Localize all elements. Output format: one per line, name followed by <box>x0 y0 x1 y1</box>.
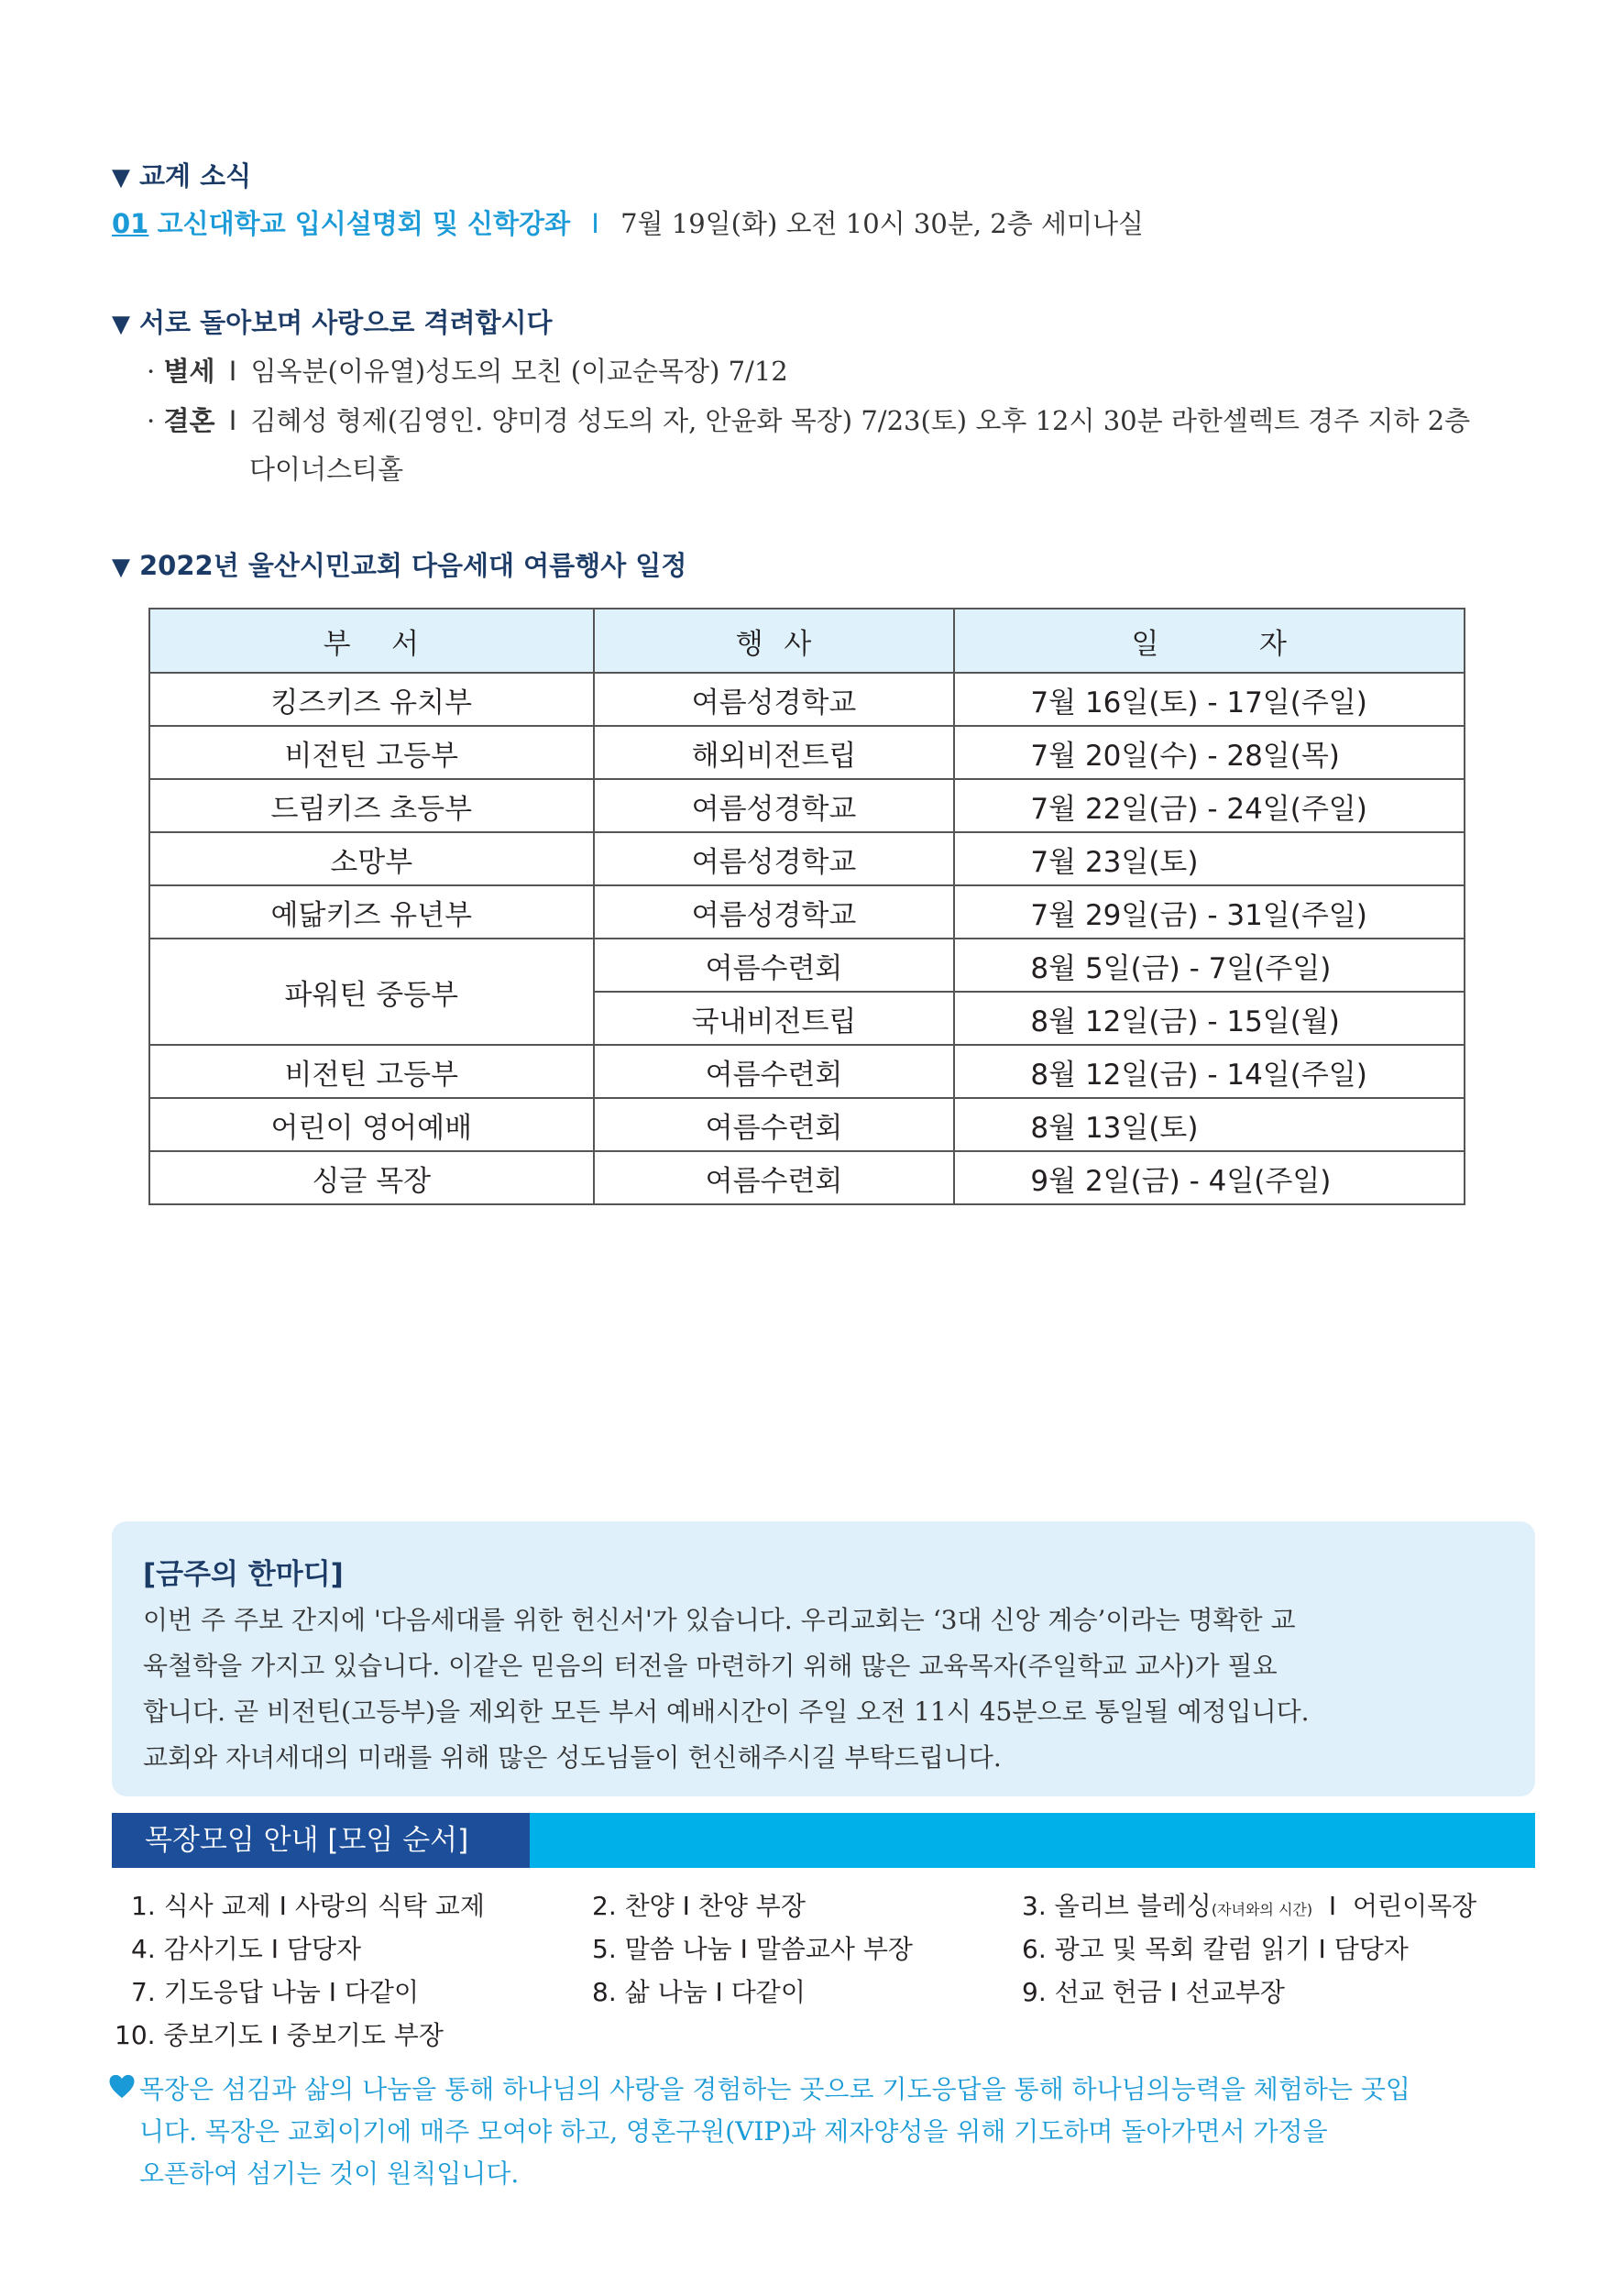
order-item: 2. 찬양 I 찬양 부장 <box>592 1891 806 1921</box>
family-news-item: · 결혼 I 김혜성 형제(김영인. 양미경 성도의 자, 안윤화 목장) 7/23(토) 오후 12시 30분 라한셀렉트 경주 지하 2층 <box>147 405 1471 436</box>
weekly-message-line: 육철학을 가지고 있습니다. 이같은 믿음의 터전을 마련하기 위해 많은 교육목자(주일학교 교사)가 필요 <box>143 1651 1278 1681</box>
cell-dept: 비전틴 고등부 <box>149 726 594 779</box>
section-heading-church-news: ▼ 교계 소식 <box>112 160 252 192</box>
item-text: 김혜성 형제(김영인. 양미경 성도의 자, 안윤화 목장) 7/23(토) 오후 12시 30분 라한셀렉트 경주 지하 2층 <box>250 405 1471 436</box>
cell-dept: 소망부 <box>149 832 594 885</box>
order-item: 4. 감사기도 I 담당자 <box>131 1934 362 1964</box>
cell-date: 8월 13일(토) <box>954 1098 1465 1151</box>
cell-group-banner <box>112 1813 1535 1868</box>
table-row <box>149 1045 1465 1098</box>
cell-group-note-line: 니다. 목장은 교회이기에 매주 모여야 하고, 영혼구원(VIP)과 제자양성을 위해 기도하며 돌아가면서 가정을 <box>139 2116 1328 2147</box>
cell-dept: 싱글 목장 <box>149 1151 594 1204</box>
table-row <box>149 832 1465 885</box>
cell-event: 국내비전트립 <box>594 992 955 1045</box>
cell-event: 여름수련회 <box>594 1045 955 1098</box>
news-item <box>112 203 1144 241</box>
triangle-down-icon: ▼ <box>112 164 130 192</box>
column-header-event: 행 사 <box>594 609 955 673</box>
weekly-message-title: [금주의 한마디] <box>143 1558 344 1591</box>
cell-date: 7월 22일(금) - 24일(주일) <box>954 779 1465 832</box>
weekly-message-box <box>112 1521 1535 1796</box>
cell-event: 여름수련회 <box>594 1098 955 1151</box>
table-row <box>149 885 1465 939</box>
cell-event: 여름수련회 <box>594 1151 955 1204</box>
table-row <box>149 939 1465 992</box>
order-item: 1. 식사 교제 I 사랑의 식탁 교제 <box>131 1891 485 1921</box>
cell-date: 7월 23일(토) <box>954 832 1465 885</box>
cell-dept: 파워틴 중등부 <box>149 939 594 1045</box>
order-item: 8. 삶 나눔 I 다같이 <box>592 1977 806 2007</box>
cell-event: 여름성경학교 <box>594 673 955 726</box>
section-heading-summer-schedule: ▼ 2022년 울산시민교회 다음세대 여름행사 일정 <box>112 550 687 581</box>
cell-date: 8월 5일(금) - 7일(주일) <box>954 939 1465 992</box>
cell-date: 7월 16일(토) - 17일(주일) <box>954 673 1465 726</box>
order-item: 10. 중보기도 I 중보기도 부장 <box>115 2020 444 2050</box>
cell-event: 여름성경학교 <box>594 779 955 832</box>
summer-schedule-table <box>148 608 1465 1205</box>
weekly-message-line: 교회와 자녀세대의 미래를 위해 많은 성도님들이 헌신해주시길 부탁드립니다. <box>143 1742 1002 1773</box>
cell-date: 7월 20일(수) - 28일(목) <box>954 726 1465 779</box>
cell-event: 여름성경학교 <box>594 832 955 885</box>
item-text-continued: 다이너스티홀 <box>249 454 404 485</box>
cell-group-note-line: 목장은 섬김과 삶의 나눔을 통해 하나님의 사랑을 경험하는 곳으로 기도응답을 통해 하나님의능력을 체험하는 곳입 <box>139 2074 1410 2104</box>
section-heading-encourage: ▼ 서로 돌아보며 사랑으로 격려합시다 <box>112 307 553 338</box>
weekly-message-line: 합니다. 곧 비전틴(고등부)을 제외한 모든 부서 예배시간이 주일 오전 11시 45분으로 통일될 예정입니다. <box>143 1697 1310 1727</box>
table-header-row <box>149 609 1465 673</box>
cell-dept: 예닮키즈 유년부 <box>149 885 594 939</box>
cell-date: 9월 2일(금) - 4일(주일) <box>954 1151 1465 1204</box>
order-item: 6. 광고 및 목회 칼럼 읽기 I 담당자 <box>1022 1934 1409 1964</box>
news-item-detail: 7월 19일(화) 오전 10시 30분, 2층 세미나실 <box>620 208 1145 239</box>
table-row <box>149 1098 1465 1151</box>
item-text: 임옥분(이유열)성도의 모친 (이교순목장) 7/12 <box>250 356 788 387</box>
cell-date: 7월 29일(금) - 31일(주일) <box>954 885 1465 939</box>
cell-event: 해외비전트립 <box>594 726 955 779</box>
table-row <box>149 726 1465 779</box>
cell-dept: 어린이 영어예배 <box>149 1098 594 1151</box>
heart-icon <box>108 2073 136 2099</box>
order-item: 5. 말씀 나눔 I 말씀교사 부장 <box>592 1934 913 1964</box>
item-label: 결혼 <box>163 405 215 436</box>
table-row <box>149 779 1465 832</box>
table-row <box>149 1151 1465 1204</box>
cell-group-note-line: 오픈하여 섬기는 것이 원칙입니다. <box>139 2158 520 2189</box>
cell-dept: 비전틴 고등부 <box>149 1045 594 1098</box>
table-row <box>149 673 1465 726</box>
family-news-item: · 별세 I 임옥분(이유열)성도의 모친 (이교순목장) 7/12 <box>147 356 788 387</box>
cell-dept: 드림키즈 초등부 <box>149 779 594 832</box>
triangle-down-icon: ▼ <box>112 311 130 338</box>
cell-date: 8월 12일(금) - 14일(주일) <box>954 1045 1465 1098</box>
order-item: 9. 선교 헌금 I 선교부장 <box>1022 1977 1285 2007</box>
separator: I <box>591 208 599 239</box>
cell-dept: 킹즈키즈 유치부 <box>149 673 594 726</box>
news-item-title: 고신대학교 입시설명회 및 신학강좌 <box>157 208 571 239</box>
column-header-date: 일 자 <box>954 609 1465 673</box>
cell-date: 8월 12일(금) - 15일(월) <box>954 992 1465 1045</box>
triangle-down-icon: ▼ <box>112 554 130 581</box>
cell-event: 여름성경학교 <box>594 885 955 939</box>
order-item: 3. 올리브 블레싱(자녀와의 시간) I 어린이목장 <box>1022 1891 1477 1921</box>
order-item: 7. 기도응답 나눔 I 다같이 <box>131 1977 420 2007</box>
item-label: 별세 <box>163 356 215 387</box>
news-item-number: 01 <box>112 208 149 239</box>
cell-event: 여름수련회 <box>594 939 955 992</box>
column-header-dept: 부 서 <box>149 609 594 673</box>
weekly-message-line: 이번 주 주보 간지에 '다음세대를 위한 헌신서'가 있습니다. 우리교회는 ‘3대 신앙 계승’이라는 명확한 교 <box>143 1605 1296 1635</box>
cell-group-title: 목장모임 안내 [모임 순서] <box>112 1813 530 1868</box>
